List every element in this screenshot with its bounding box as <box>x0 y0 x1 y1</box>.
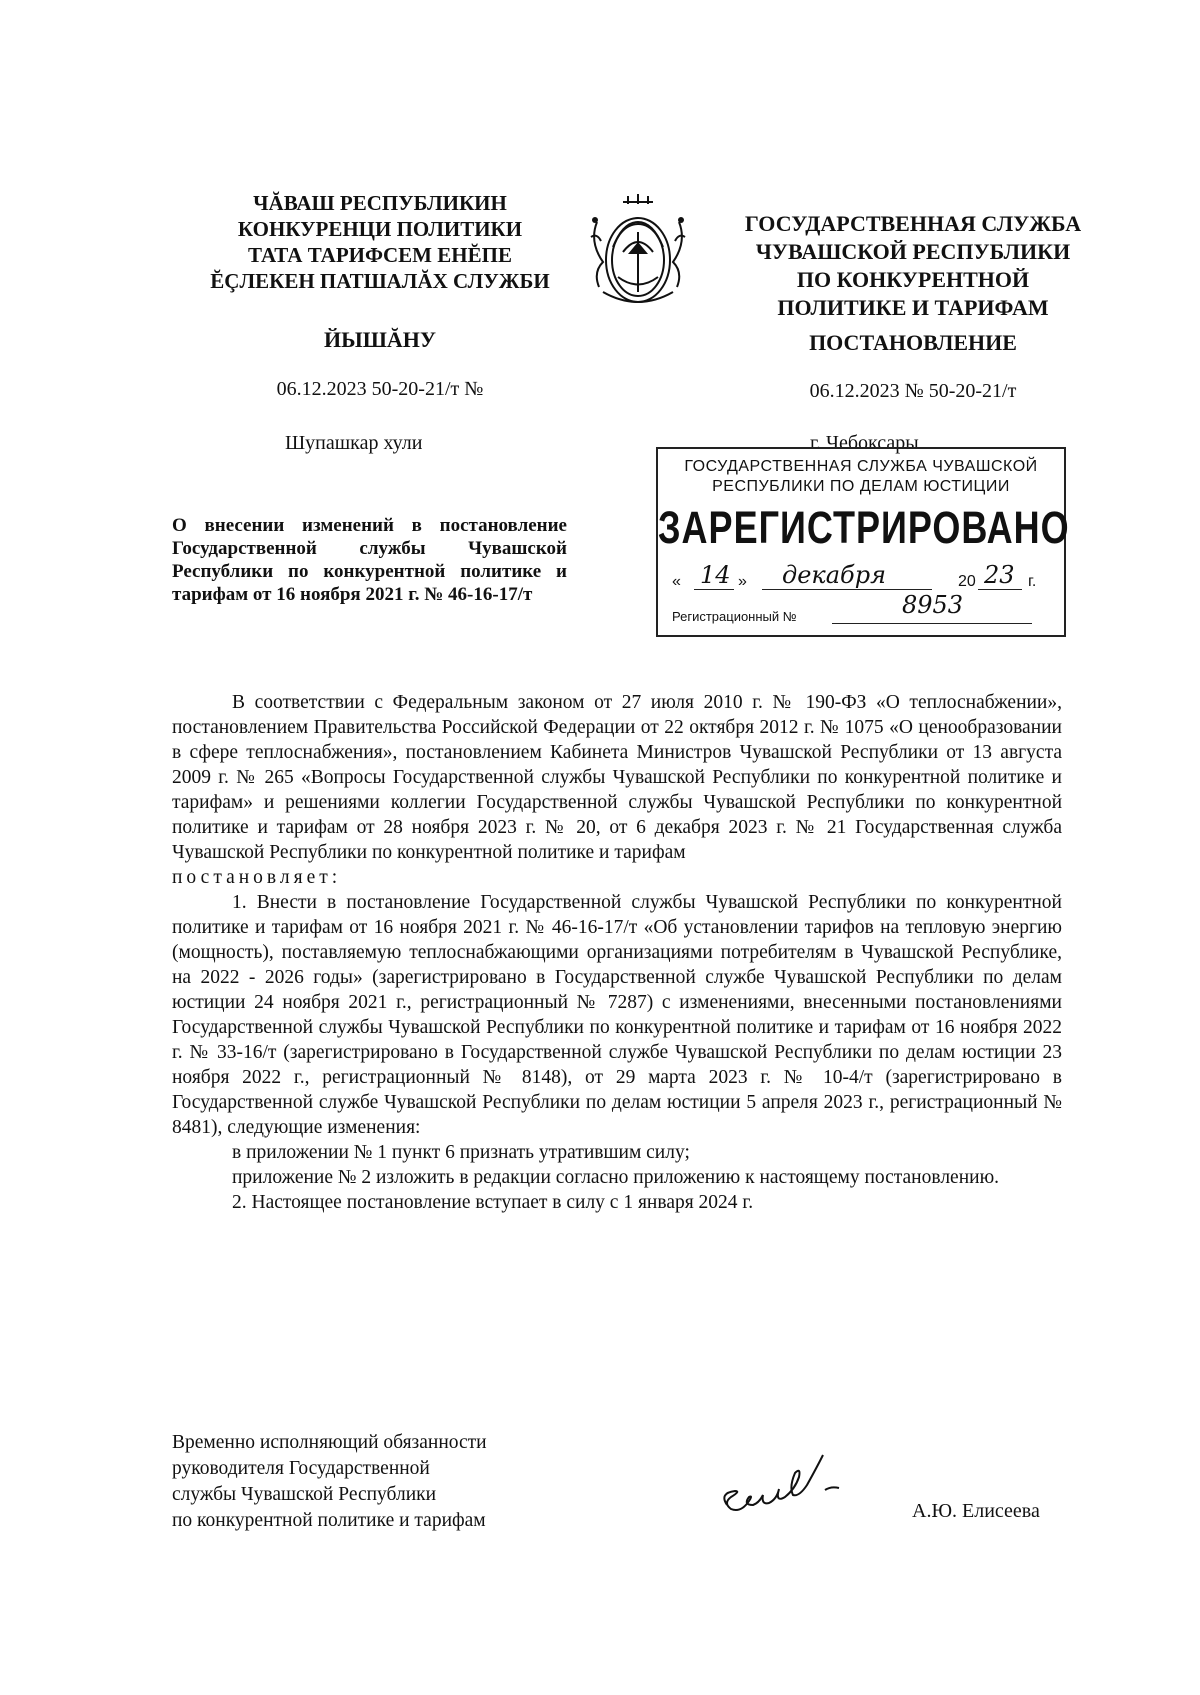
doc-number-russian: 06.12.2023 № 50-20-21/т <box>809 380 1017 402</box>
item-2-paragraph: 2. Настоящее постановление вступает в силу с 1 января 2024 г. <box>232 1192 754 1213</box>
stamp-reg-label: Регистрационный № <box>672 609 797 624</box>
item-1-paragraph: 1. Внести в постановление Государственной службы Чувашской Республики по конкурентной политике и тарифам от 16 ноября 2021 г. № 46-16-17/т «Об установлении тарифов на тепловую энергию (мощность), поставляемую теплоснабжающими организациями потребителям в Чувашской Республике, на 2022 - 2026 годы» (зарегистрировано в Государственной службе Чувашской Республики по делам юстиции 24 ноября 2021 г., регистрационный № 7287) с изменениями, внесенными постановлениями Государственной службы Чувашской Республики по конкурентной политике и тарифам от 16 ноября 2022 г. № 33-16/т (зарегистрировано в Государственной службе Чувашской Республики по делам юстиции 23 ноября 2022 г., регистрационный № 8148), от 29 марта 2023 г. № 10-4/т (зарегистрировано в Государственной службе Чувашской Республики по делам юстиции 5 апреля 2023 г., регистрационный № 8481), следующие изменения: <box>172 892 1062 1138</box>
signatory-position-line: Временно исполняющий обязанности <box>172 1432 487 1453</box>
stamp-status: ЗАРЕГИСТРИРОВАНО <box>658 501 1070 553</box>
chuvash-emblem-icon <box>583 192 693 310</box>
doc-type-russian: ПОСТАНОВЛЕНИЕ <box>809 330 1017 355</box>
stamp-date <box>672 561 1052 597</box>
document-subject: О внесении изменений в постановление Государственной службы Чувашской Республики по конкурентной политике и тарифам от 16 ноября 2021 г. № 46-16-17/т <box>172 515 567 605</box>
city-russian: г. Чебоксары <box>810 432 919 454</box>
signatory-position-line: руководителя Государственной <box>172 1458 430 1479</box>
header-left-line: ĔÇЛЕКЕН ПАТШАЛĂХ СЛУЖБИ <box>210 269 550 293</box>
header-left-line: КОНКУРЕНЦИ ПОЛИТИКИ <box>237 217 523 241</box>
stamp-year-suffix: 23 <box>984 561 1015 589</box>
header-right-org <box>708 210 1118 322</box>
stamp-month: декабря <box>782 561 886 589</box>
registration-stamp <box>656 447 1070 637</box>
signatory-position <box>172 1430 592 1534</box>
stamp-close-quote: » <box>738 573 747 590</box>
city-chuvash: Шупашкар хули <box>285 432 423 454</box>
stamp-reg-number: 8953 <box>902 591 964 619</box>
item-1a-paragraph: в приложении № 1 пункт 6 признать утратившим силу; <box>232 1142 690 1163</box>
stamp-org-line: РЕСПУБЛИКИ ПО ДЕЛАМ ЮСТИЦИИ <box>712 478 1010 495</box>
header-right-line: ПО КОНКУРЕНТНОЙ <box>796 267 1030 292</box>
header-left-line: ЧĂВАШ РЕСПУБЛИКИН <box>253 191 507 215</box>
header-left-org <box>170 190 590 294</box>
header-right-line: ГОСУДАРСТВЕННАЯ СЛУЖБА <box>744 211 1082 236</box>
stamp-open-quote: « <box>672 573 681 590</box>
signatory-position-line: службы Чувашской Республики <box>172 1484 437 1505</box>
handwritten-signature-icon <box>715 1450 865 1530</box>
stamp-org <box>658 457 1064 497</box>
stamp-org-line: ГОСУДАРСТВЕННАЯ СЛУЖБА ЧУВАШСКОЙ <box>684 458 1038 475</box>
document-body <box>172 690 1062 1215</box>
doc-type-chuvash: ЙЫШĂНУ <box>323 327 437 352</box>
preamble-paragraph: В соответствии с Федеральным законом от 27 июля 2010 г. № 190-ФЗ «О теплоснабжении», постановлением Правительства Российской Федерации от 22 октября 2012 г. № 1075 «О ценообразовании в сфере теплоснабжения», постановлением Кабинета Министров Чувашской Республики от 13 августа 2009 г. № 265 «Вопросы Государственной службы Чувашской Республики по конкурентной политике и тарифам» и решениями коллегии Государственной службы Чувашской Республики по конкурентной политике и тарифам от 28 ноября 2023 г. № 20, от 6 декабря 2023 г. № 21 Государственная служба Чувашской Республики по конкурентной политике и тарифам <box>172 692 1062 863</box>
header-right-line: ПОЛИТИКЕ И ТАРИФАМ <box>777 295 1049 320</box>
header-right-line: ЧУВАШСКОЙ РЕСПУБЛИКИ <box>755 239 1071 264</box>
doc-number-chuvash: 06.12.2023 50-20-21/т № <box>276 378 484 400</box>
stamp-reg-number-row <box>672 591 1052 624</box>
stamp-year-prefix: 20 <box>958 573 976 590</box>
resolves-word: постановляет: <box>172 867 342 888</box>
stamp-day: 14 <box>700 561 731 589</box>
item-1b-paragraph: приложение № 2 изложить в редакции согласно приложению к настоящему постановлению. <box>232 1167 1000 1188</box>
signatory-position-line: по конкурентной политике и тарифам <box>172 1510 486 1531</box>
signatory-name: А.Ю. Елисеева <box>912 1500 1040 1522</box>
header-left-line: ТАТА ТАРИФСЕМ ЕНĔПЕ <box>248 243 512 267</box>
stamp-year-unit: г. <box>1028 573 1037 590</box>
